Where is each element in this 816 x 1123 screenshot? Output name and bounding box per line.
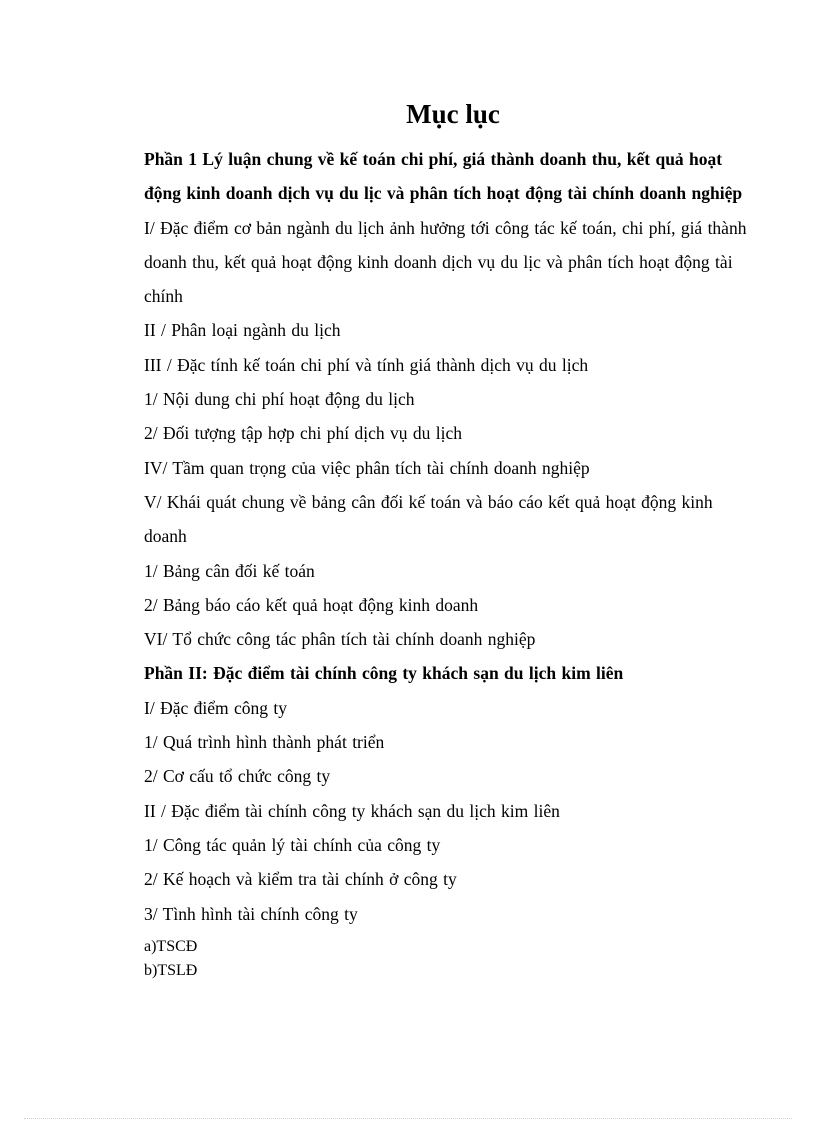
toc-entry: 2/ Đối tượng tập hợp chi phí dịch vụ du lịch — [144, 423, 462, 444]
toc-part-2-heading: Phần II: Đặc điểm tài chính công ty khách sạn du lịch kim liên — [144, 663, 624, 684]
toc-entry: I/ Đặc điểm cơ bản ngành du lịch ảnh hưởng tới công tác kế toán, chi phí, giá thành doanh thu, kết quả hoạt động kinh doanh dịch vụ du lịc và phân tích hoạt động tài chính — [144, 217, 747, 307]
toc-entry: V/ Khái quát chung về bảng cân đối kế toán và báo cáo kết quả hoạt động kinh doanh — [144, 491, 713, 547]
toc-entry: VI/ Tổ chức công tác phân tích tài chính doanh nghiệp — [144, 629, 536, 650]
toc-entry: I/ Đặc điểm công ty — [144, 697, 287, 718]
toc-entry: II / Phân loại ngành du lịch — [144, 320, 341, 341]
toc-entry: 1/ Bảng cân đối kế toán — [144, 560, 315, 581]
table-of-contents — [144, 142, 754, 983]
toc-entry: 2/ Bảng báo cáo kết quả hoạt động kinh doanh — [144, 594, 479, 615]
toc-entry: 1/ Quá trình hình thành phát triển — [144, 732, 385, 753]
toc-entry: 2/ Cơ cấu tổ chức công ty — [144, 766, 331, 787]
toc-entry: IV/ Tầm quan trọng của việc phân tích tài chính doanh nghiệp — [144, 457, 590, 478]
toc-entry: b)TSLĐ — [144, 961, 198, 979]
toc-part-1-heading: Phần 1 Lý luận chung về kế toán chi phí, giá thành doanh thu, kết quả hoạt động kinh doanh dịch vụ du lịc và phân tích hoạt động tài chính doanh nghiệp — [144, 149, 743, 204]
toc-entry: 2/ Kế hoạch và kiểm tra tài chính ở công ty — [144, 869, 457, 890]
toc-entry: III / Đặc tính kế toán chi phí và tính giá thành dịch vụ du lịch — [144, 354, 589, 375]
page-title: Mục lục — [406, 99, 500, 129]
toc-entry: a)TSCĐ — [144, 937, 198, 955]
toc-entry: 3/ Tình hình tài chính công ty — [144, 903, 358, 924]
toc-entry: 1/ Công tác quản lý tài chính của công ty — [144, 834, 441, 855]
toc-entry: II / Đặc điểm tài chính công ty khách sạn du lịch kim liên — [144, 800, 560, 821]
toc-entry: 1/ Nội dung chi phí hoạt động du lịch — [144, 389, 415, 410]
page-bottom-edge — [24, 1118, 792, 1119]
